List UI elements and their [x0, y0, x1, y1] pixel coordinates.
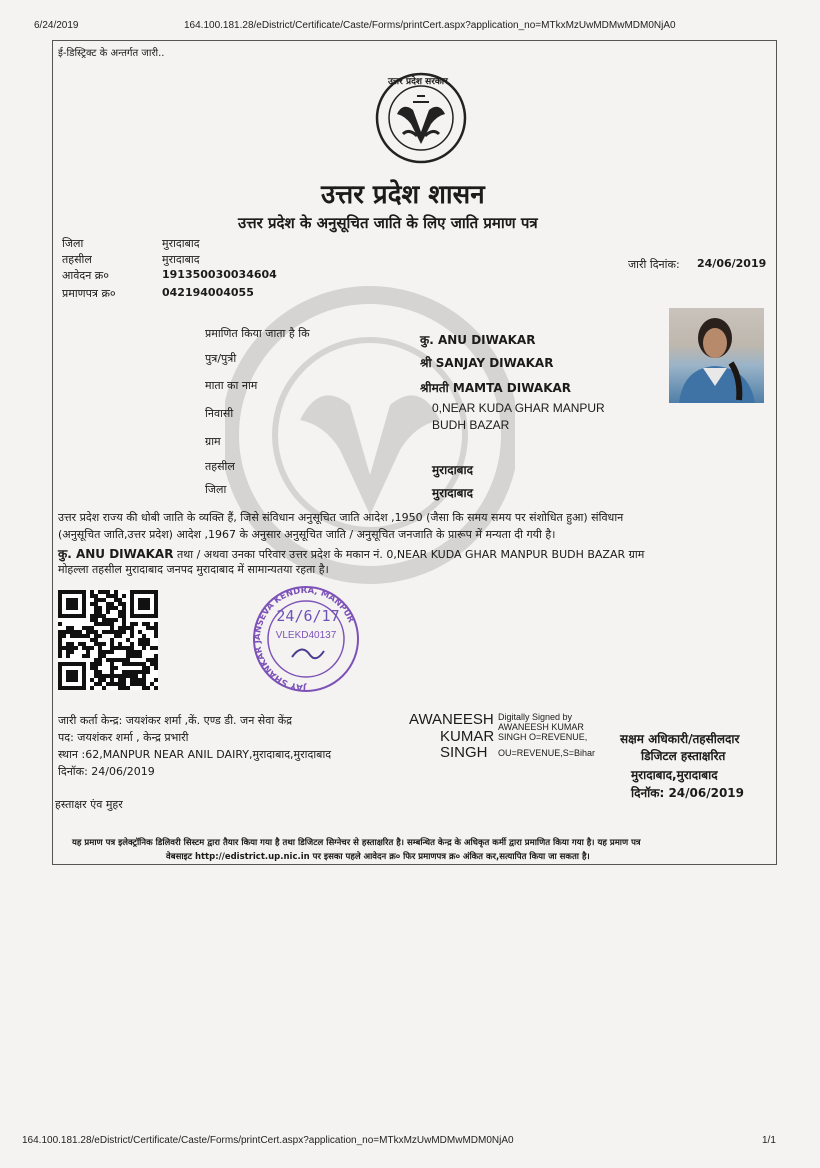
issue-date-value: 24/06/2019 — [697, 257, 767, 270]
child-of-label: पुत्र/पुत्री — [205, 352, 237, 365]
qr-code — [58, 590, 158, 690]
address-line2: BUDH BAZAR — [432, 418, 510, 432]
center-stamp — [244, 585, 369, 695]
father-name: श्री SANJAY DIWAKAR — [420, 356, 554, 370]
applicant-photo — [669, 308, 764, 403]
stamp-ring-text: JAY SHANKAR JANSEVA KENDRA, MANPUR — [252, 585, 356, 693]
digital-sign-line4: OU=REVENUE,S=Bihar — [498, 748, 596, 758]
residence-statement-line1 — [58, 545, 644, 562]
authority-date: दिनॉक: 24/06/2019 — [631, 786, 745, 800]
detail-district-value: मुरादाबाद — [432, 486, 474, 500]
certificate-title: उत्तर प्रदेश के अनुसूचित जाति के लिए जाति प्रमाण पत्र — [238, 214, 538, 232]
print-url: 164.100.181.28/eDistrict/Certificate/Caste/Forms/printCert.aspx?application_no=MTkxMzUwMDMwMDM0NjA0 — [184, 20, 676, 31]
digital-sign-line2: AWANEESH KUMAR — [498, 722, 584, 732]
residence-statement-text: तथा / अथवा उनका परिवार उत्तर प्रदेश के मकान नं. 0,NEAR KUDA GHAR MANPUR BUDH BAZAR ग्राम — [173, 548, 645, 561]
digital-sign-line1: Digitally Signed by — [498, 712, 573, 722]
detail-district-label: जिला — [205, 483, 227, 496]
tehsil-value: मुरादाबाद — [162, 253, 200, 266]
detail-tehsil-value: मुरादाबाद — [432, 463, 474, 477]
resident-label: निवासी — [205, 407, 234, 420]
issuer-place: स्थान :62,MANPUR NEAR ANIL DAIRY,मुरादाबाद,मुरादाबाद — [58, 748, 332, 761]
holder-name: कु. ANU DIWAKAR — [420, 333, 536, 347]
verification-note-line1: यह प्रमाण पत्र इलेक्ट्रॉनिक डिलिवरी सिस्टम द्वारा तैयार किया गया है तथा डिजिटल सिग्नेचर से हस्ताक्षरित है। सम्बन्धित केन्द्र के अधिकृत कर्मी द्वारा प्रमाणित किया गया है। यह प्रमाण पत्र — [72, 838, 641, 848]
caste-statement-line1: उत्तर प्रदेश राज्य की धोबी जाति के व्यक्ति हैं, जिसे संविधान अनुसूचित जाति आदेश ,1950 (जैसा कि समय समय पर संशोधित हुआ) संविधान — [58, 511, 624, 524]
issuer-center: जारी कर्ता केन्द्र: जयशंकर शर्मा ,कें. एण्ड डी. जन सेवा केंद्र — [58, 714, 292, 727]
residence-statement-line2: मोहल्ला तहसील मुरादाबाद जनपद मुरादाबाद में सामान्यतया रहता है। — [58, 563, 329, 576]
district-label: जिला — [62, 237, 84, 250]
issued-under-text: ई-डिस्ट्रिक्ट के अन्तर्गत जारी.. — [58, 48, 165, 59]
signature-label: हस्ताक्षर एंव मुहर — [55, 798, 123, 811]
tehsil-label: तहसील — [62, 253, 92, 266]
stamp-date: 24/6/17 — [276, 607, 340, 625]
application-number: 191350030034604 — [162, 268, 277, 281]
mother-label: माता का नाम — [205, 379, 258, 392]
emblem-text: उत्तर प्रदेश सरकार — [388, 77, 448, 87]
verification-note-line2: वेबसाइट http://edistrict.up.nic.in पर इसका पहले आवेदन क्र० फिर प्रमाणपत्र क्र० अंकित कर,सत्यापित किया जा सकता है। — [166, 852, 590, 862]
digital-sign-line3: SINGH O=REVENUE, — [498, 732, 588, 742]
district-value: मुरादाबाद — [162, 237, 200, 250]
issuer-post: पद: जयशंकर शर्मा , केन्द्र प्रभारी — [58, 731, 189, 744]
mother-name: श्रीमती MAMTA DIWAKAR — [420, 381, 572, 395]
address-line1: 0,NEAR KUDA GHAR MANPUR — [432, 401, 605, 415]
print-page-count: 1/1 — [762, 1135, 776, 1146]
application-label: आवेदन क्र० — [62, 269, 109, 282]
issuer-date: दिनॉक: 24/06/2019 — [58, 765, 155, 778]
signer-name-line3: SINGH — [440, 744, 488, 761]
residence-holder-name: कु. ANU DIWAKAR — [58, 547, 174, 561]
signer-name-line2: KUMAR — [440, 728, 495, 745]
caste-statement-line2: (अनुसूचित जाति,उत्तर प्रदेश) आदेश ,1967 के अनुसार अनुसूचित जाति / अनुसूचित जनजाति के प्रारूप में मन्यता दी गयी है। — [58, 528, 556, 541]
certificate-label: प्रमाणपत्र क्र० — [62, 287, 116, 300]
gov-title: उत्तर प्रदेश शासन — [321, 180, 485, 210]
detail-tehsil-label: तहसील — [205, 460, 235, 473]
authority-title: सक्षम अधिकारी/तहसीलदार — [620, 732, 740, 746]
print-footer-url: 164.100.181.28/eDistrict/Certificate/Caste/Forms/printCert.aspx?application_no=MTkxMzUwMDMwMDM0NjA0 — [22, 1135, 514, 1146]
stamp-code: VLEKD40137 — [275, 630, 337, 641]
village-label: ग्राम — [205, 435, 221, 448]
certificate-number: 042194004055 — [162, 286, 254, 299]
print-date: 6/24/2019 — [34, 20, 79, 31]
authority-place: मुरादाबाद,मुरादाबाद — [631, 768, 718, 782]
certified-label: प्रमाणित किया जाता है कि — [205, 327, 310, 340]
signer-name-line1: AWANEESH — [409, 711, 494, 728]
authority-digital: डिजिटल हस्ताक्षरित — [641, 749, 726, 763]
issue-date-label: जारी दिनांक: — [628, 258, 680, 271]
